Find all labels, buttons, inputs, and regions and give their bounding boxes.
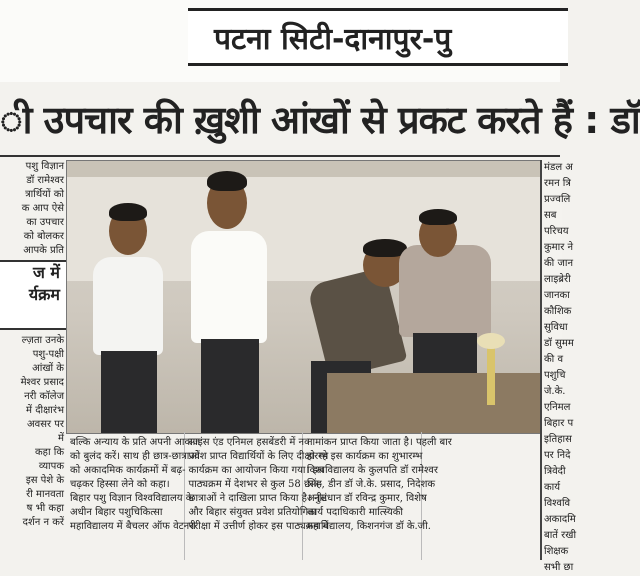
photo-ceiling [67,161,541,177]
section-heading: पटना सिटी-दानापुर-पु [188,8,568,66]
article-line: कार्यक्रम का आयोजन किया गया। इस [188,465,325,476]
person-4-shirt [399,245,491,337]
right-line: पशुचि [544,370,566,381]
right-line: त्रिवेदी [544,466,566,477]
right-line: रमन त्रि [544,178,571,189]
left-column-bottom [0,334,66,560]
left-line: अवसर पर [27,419,64,430]
person-1-shirt [93,257,163,355]
left-line: कहा कि [34,447,64,458]
article-line: अनुसंधान डॉ रविन्द्र कुमार, विशेष [307,493,427,504]
left-line: क आप ऐसे [21,203,64,214]
right-line: कार्य [544,482,561,493]
person-2-hair [207,171,247,191]
article-line: प्रवेश प्राप्त विद्यार्थियों के लिए दीक्षारम्भ [188,451,329,462]
article-line: चढ़कर हिस्सा लेने को कहा। [70,479,170,490]
right-line: डॉ सुमम [544,338,574,349]
left-line: इस पेशे के [25,475,64,486]
left-line: का उपचार [26,217,64,228]
right-line: विश्ववि [544,498,571,509]
left-line: ल्ज़ता उनके [21,335,64,346]
left-line: री मानवता [26,489,64,500]
article-line: नामांकन प्राप्त किया जाता है। पहली बार [307,437,452,448]
article-line: अधीन बिहार पशुचिकित्सा [70,507,163,518]
left-line: को बोलकर [23,231,64,242]
article-line: महाविद्यालय में बैचलर ऑफ वेटनरी [70,521,196,532]
article-line: सिंह, डीन डॉ जे.के. प्रसाद, निदेशक [307,479,436,490]
left-line: दर्शन न करें [22,517,64,528]
article-line: और बिहार संयुक्त प्रवेश प्रतियोगिता [188,507,317,518]
right-line: लाइब्रेरी [544,274,571,285]
left-line: त्रार्थियों को [25,189,64,200]
right-line: मंडल अ [544,162,573,173]
right-line: अकादमि [544,514,576,525]
article-line: को अकादमिक कार्यक्रमों में बढ़- [70,465,186,476]
article-line: छात्राओं ने दाखिला प्राप्त किया है। नीट [188,493,328,504]
person-4-hair [419,209,457,225]
article-body [66,432,540,560]
article-line: बिहार पशु विज्ञान विश्वविद्यालय के [70,493,194,504]
person-1-pants [101,351,157,433]
left-line: व्यापक [38,461,64,472]
article-line: को बुलंद करें। साथ ही छात्र-छात्राओं [70,451,200,462]
right-line: कौशिक [544,306,572,317]
right-column [540,160,577,573]
right-line: एनिमल [544,402,571,413]
right-line: बिहार प [544,418,574,429]
headline-rule [0,155,560,157]
left-subheading-line: र्यक्रम [28,285,60,304]
right-line: कुमार ने [544,242,574,253]
right-line: शिक्षक [544,546,569,557]
right-line: परिचय [544,226,569,237]
page-headline: ी उपचार की ख़ुशी आंखों से प्रकट करते हैं : डॉ [0,98,640,142]
left-subheading [0,260,66,330]
person-2-shirt [191,231,267,343]
lamp-top [477,333,505,349]
left-line: में दीक्षारंभ [26,405,64,416]
right-line: की जान [544,258,574,269]
left-line: मेश्वर प्रसाद [20,377,64,388]
left-line: आंखों के [32,363,64,374]
left-line: डॉ रामेश्वर [26,175,64,186]
article-line: बल्कि अन्याय के प्रति अपनी आवाज [70,437,201,448]
right-line: की व [544,354,564,365]
article-line: विश्वविद्यालय के कुलपति डॉ रामेश्वर [307,465,438,476]
right-line: जे.के. [544,386,566,397]
article-line: कार्य पदाधिकारी मात्स्यिकी [307,507,404,518]
left-line: ष भी कहा [26,503,64,514]
article-line: साइंस एंड एनिमल हसबेंडरी में नव [188,437,310,448]
article-column [66,432,201,560]
right-line: पर निदे [544,450,571,461]
article-line: महाविद्यालय, किशनगंज डॉ के.जी. [307,521,431,532]
person-2-pants [201,339,259,433]
article-column [185,432,329,560]
article-line: पाठ्यक्रम में देशभर से कुल 58 छात्र- [188,479,323,490]
article-column [303,432,452,560]
article-line: हो रहे इस कार्यक्रम का शुभारम्भ [307,451,423,462]
photo-table [327,373,541,433]
right-line: प्रज्वलि [544,194,571,205]
lamp-stand [487,345,495,405]
event-photo [66,160,542,434]
left-subheading-line: ज में [32,263,60,282]
left-line: आपके प्रति [23,245,64,256]
right-line: सभी छा [544,562,574,573]
right-line: सुविधा [544,322,568,333]
article-line: परीक्षा में उत्तीर्ण होकर इस पाठ्यक्रम में [188,521,329,532]
left-line: में [58,433,64,444]
right-line: सब [544,210,557,221]
right-line: इतिहास [544,434,572,445]
left-line: पशु-पक्षी [32,349,64,360]
left-line: नरी कॉलेज [24,391,64,402]
left-line: पशु विज्ञान [25,161,64,172]
article-column [422,432,541,560]
person-1-hair [109,203,147,221]
right-line: जानका [544,290,570,301]
right-line: बातें रखी [544,530,577,541]
